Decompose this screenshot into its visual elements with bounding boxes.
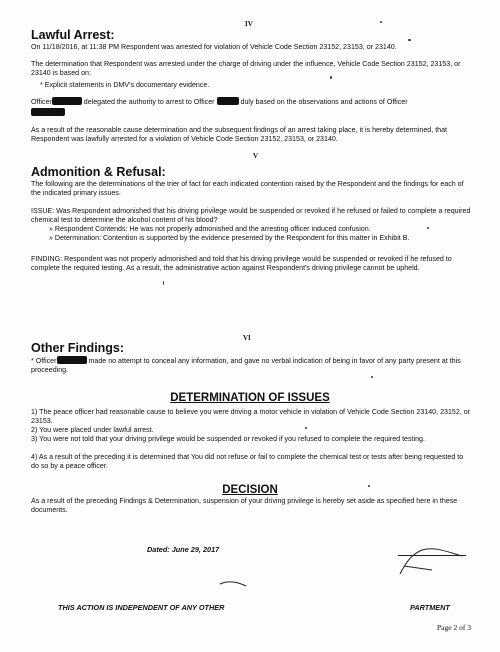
- scan-speck: [163, 281, 164, 285]
- arrest-date-paragraph: On 11/18/2016, at 11:38 PM Respondent was arrested for violation of Vehicle Code Section 23152, 23153, or 23140.: [31, 43, 397, 51]
- lawful-arrest-heading: Lawful Arrest:: [31, 28, 115, 42]
- scan-speck: [368, 485, 370, 487]
- other-findings-text: made no attempt to conceal any information, and gave no verbal indication of being in favor of any party present at this proceeding.: [31, 357, 461, 374]
- officer-label: Officer: [31, 98, 52, 106]
- respondent-contends: » Respondent Contends: He was not properly admonished and the arresting officer induced confusion.: [49, 225, 371, 233]
- redaction-line: [31, 108, 65, 118]
- dated-line: Dated: June 29, 2017: [147, 545, 220, 554]
- contention-determination: » Determination: Contention is supported by the evidence presented by the Respondent for this matter in Exhibit B.: [49, 234, 410, 242]
- other-findings-heading: Other Findings:: [31, 341, 125, 355]
- determination-item-3: 3) You were not told that your driving privilege would be suspended or revoked if you refused to complete the required testing.: [31, 435, 425, 443]
- determination-item-2: 2) You were placed under lawful arrest.: [31, 426, 154, 434]
- notice-right: PARTMENT: [410, 603, 450, 612]
- decision-heading: DECISION: [222, 484, 278, 496]
- determination-item-4: 4) As a result of the preceding it is determined that You did not refuse or fail to complete the chemical test or tests after being requested to do so by a peace officer.: [31, 453, 464, 470]
- scan-speck: [305, 427, 307, 429]
- delegation-paragraph: [31, 97, 471, 107]
- section-number-iv: IV: [245, 20, 253, 28]
- trier-of-fact-paragraph: The following are the determinations of the trier of fact for each indicated contention raised by the Respondent and the findings for each of the indicated primary issues.: [31, 180, 464, 197]
- section-number-v: V: [253, 152, 259, 160]
- determination-item-1: 1) The peace officer had reasonable cause to believe you were driving a motor vehicle in violation of Vehicle Code Section 23140, 23152, or 23153.: [31, 408, 471, 425]
- signature-mark: [392, 536, 468, 580]
- scan-speck: [427, 227, 429, 229]
- finding-paragraph: FINDING: Respondent was not properly admonished and told that his driving privilege would be suspended or revoked if he refused to complete the required testing. As a result, the administrative action against Respondent's driving privilege cannot be upheld.: [31, 255, 452, 272]
- notice-left: THIS ACTION IS INDEPENDENT OF ANY OTHER: [58, 603, 225, 612]
- arrest-basis-paragraph: The determination that Respondent was arrested under the charge of driving under the influence, Vehicle Code Section 23152, 23153, or 23140 is based on:: [31, 60, 461, 77]
- page-number: Page 2 of 3: [437, 623, 471, 632]
- signature-stroke: [218, 578, 248, 590]
- scan-speck: [330, 76, 332, 79]
- admonition-heading: Admonition & Refusal:: [31, 165, 166, 179]
- delegation-text: delegated the authority to arrest to Officer: [83, 98, 215, 106]
- section-number-vi: VI: [243, 334, 251, 342]
- determination-heading: DETERMINATION OF ISSUES: [170, 392, 330, 404]
- redaction-bar: [31, 108, 65, 116]
- redaction-bar: [57, 356, 87, 364]
- decision-paragraph: As a result of the preceding Findings & Determination, suspension of your driving privilege is hereby set aside as specified here in these documents.: [31, 497, 458, 514]
- officer-label: * Officer: [31, 357, 57, 365]
- redaction-bar: [217, 97, 239, 105]
- scan-speck: [371, 376, 373, 378]
- other-findings-paragraph: [31, 356, 471, 374]
- redaction-bar: [52, 97, 82, 105]
- scan-speck: [380, 21, 382, 23]
- evidence-bullet: * Explicit statements in DMV's documentary evidence.: [40, 81, 210, 89]
- lawful-arrest-determination: As a result of the reasonable cause determination and the subsequent findings of an arrest taking place, it is hereby determined, that Respondent was lawfully arrested for a violation of Vehicle Code Section 23152, 23153, or 23140.: [31, 126, 448, 143]
- delegation-text-end: duly based on the observations and actions of Officer: [240, 98, 408, 106]
- issue-paragraph: ISSUE: Was Respondent admonished that his driving privilege would be suspended or revoked if he refused or failed to complete a required chemical test to determine the alcohol content of his blood?: [31, 207, 471, 224]
- scan-speck: [408, 39, 411, 41]
